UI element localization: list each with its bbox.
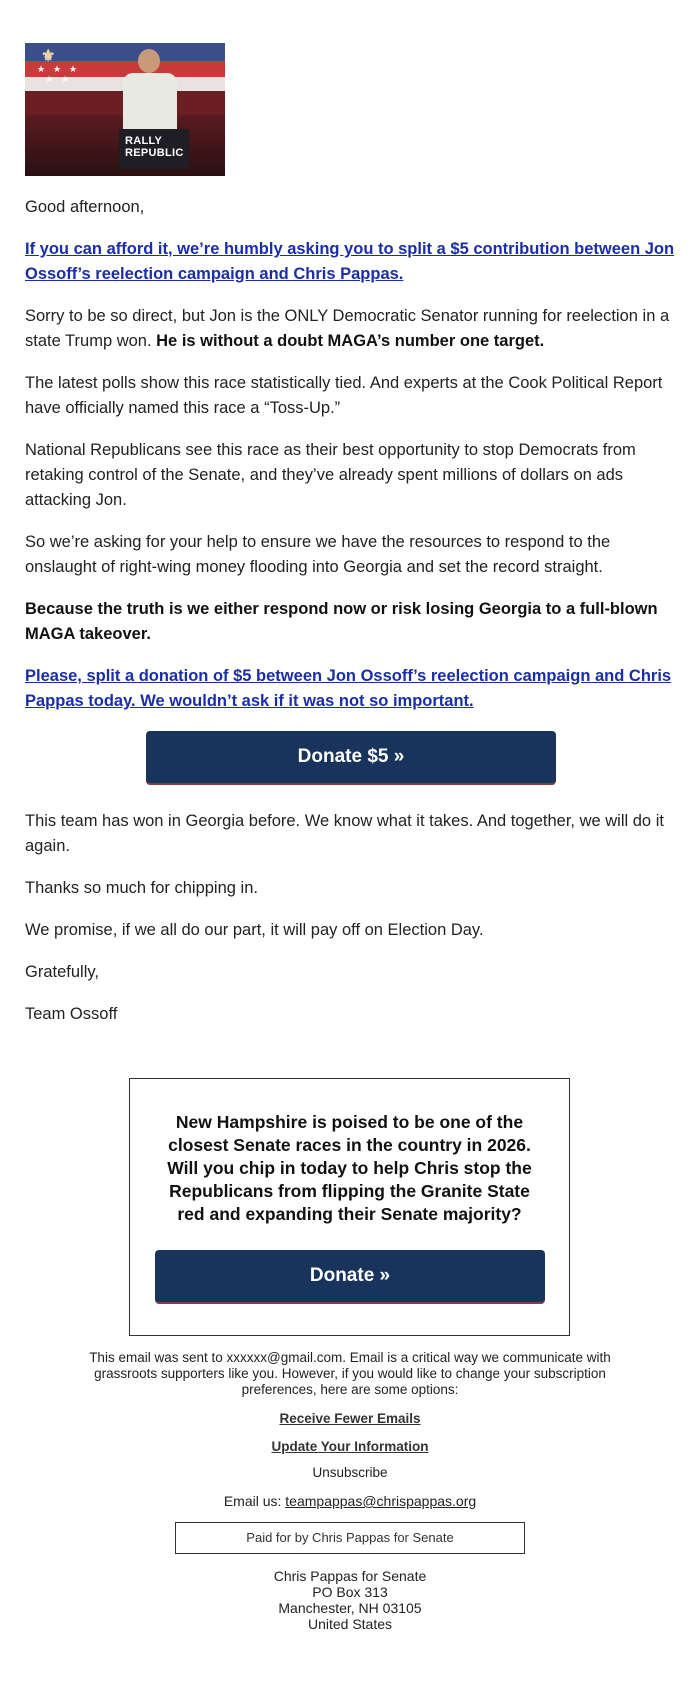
paragraph-promise: We promise, if we all do our part, it will pay off on Election Day. [25,921,484,939]
maga-target-bold: He is without a doubt MAGA’s number one target. [156,332,545,350]
signoff: Gratefully, [25,963,99,981]
receive-fewer-emails-link[interactable]: Receive Fewer Emails [279,1411,421,1426]
donate-5-button[interactable]: Donate $5 » [146,731,556,783]
paragraph-only-democrat: Sorry to be so direct, but Jon is the ONLY Democratic Senator running for reelection in a state Trump won. [25,307,670,350]
mailing-address [75,1568,625,1632]
paragraph-team-won: This team has won in Georgia before. We know what it takes. And together, we will do it again. [25,812,664,855]
paragraph-truth-bold: Because the truth is we either respond now or risk losing Georgia to a full-blown MAGA takeover. [25,600,658,643]
footer [75,1350,625,1632]
split-contribution-link[interactable]: If you can afford it, we’re humbly asking you to split a $5 contribution between Jon Ossoff’s reelection campaign and Chris Pappas. [25,240,675,283]
hero-image[interactable]: ★ ★ ★ ★ ★ ⚜ RALLY REPUBLIC [25,43,225,176]
contact-email-line [75,1493,625,1509]
email-body [25,43,677,1044]
contact-email-link[interactable]: teampappas@chrispappas.org [285,1493,477,1509]
address-line-4: United States [307,1616,393,1632]
podium-sign: RALLY REPUBLIC [125,135,184,159]
subscription-notice: This email was sent to xxxxxx@gmail.com. Email is a critical way we communicate with grassroots supporters like you. However, if you would like to change your subscription preferences, here are some options: [89,1350,611,1397]
paragraph-polls: The latest polls show this race statistically tied. And experts at the Cook Political Report have officially named this race a “Toss-Up.” [25,374,663,417]
rally-logo: ⚜ [41,48,56,65]
update-information-link[interactable]: Update Your Information [271,1439,429,1454]
address-line-3: Manchester, NH 03105 [278,1600,422,1616]
greeting: Good afternoon, [25,198,145,216]
address-line-1: Chris Pappas for Senate [273,1568,427,1584]
nh-appeal-box [129,1078,570,1336]
donate-button[interactable]: Donate » [155,1250,545,1302]
split-donation-link[interactable]: Please, split a donation of $5 between Jon Ossoff’s reelection campaign and Chris Pappas today. We wouldn’t ask if it was not so important. [25,667,672,710]
paragraph-resources: So we’re asking for your help to ensure we have the resources to respond to the onslaught of right-wing money flooding into Georgia and set the record straight. [25,533,611,576]
paragraph-thanks: Thanks so much for chipping in. [25,879,258,897]
address-line-2: PO Box 313 [312,1584,388,1600]
paragraph-republicans: National Republicans see this race as their best opportunity to stop Democrats from retaking control of the Senate, and they’ve already spent millions of dollars on ads attacking Jon. [25,441,636,509]
nh-appeal-text: New Hampshire is poised to be one of the closest Senate races in the country in 2026. Will you chip in today to help Chris stop the Republicans from flipping the Granite State red and expanding their Senate majority? [167,1112,532,1224]
signature: Team Ossoff [25,1005,118,1023]
unsubscribe-link[interactable]: Unsubscribe [312,1465,388,1480]
email-label: Email us: [223,1493,286,1509]
paid-for-disclaimer: Paid for by Chris Pappas for Senate [175,1522,525,1554]
